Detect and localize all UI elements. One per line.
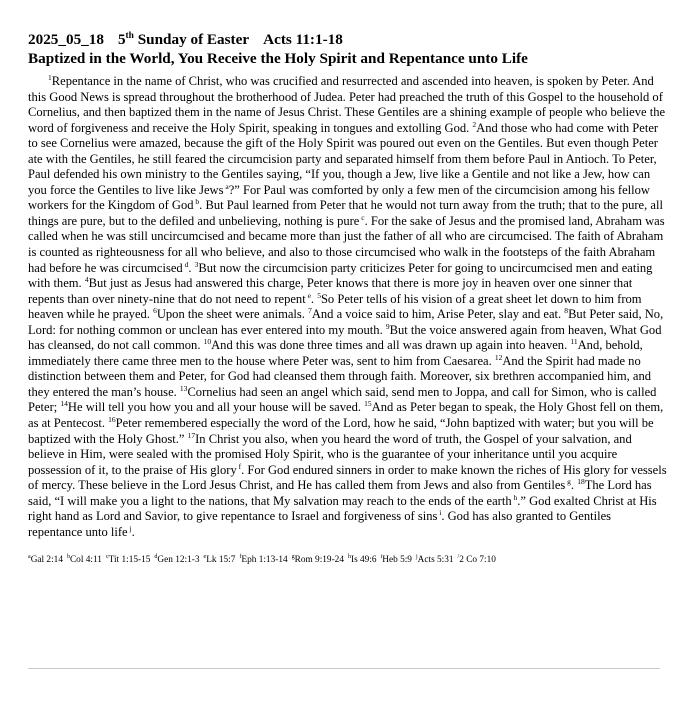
verse-text: And those who had come with Peter to see Cornelius were amazed, because the gift of the Holy Spirit was poured out even on the Gentiles. But even though Peter ate with the Gentiles, he still feared the circumcision party and separated himself from them before Paul in Antioch. To Peter, Paul defended his own ministry to the Gentiles saying, “If you, though a Jew, live like a Gentile and not like a Jew, how can you force the Gentiles to live like Jews [28,120,659,197]
verse-text: He will tell you how you and all your house will be saved. [67,400,365,415]
footnote-marker: c [359,212,365,222]
footnote-letter: / [457,554,460,561]
footnote-reference: 2 Co 7:10 [459,555,496,566]
verse-text: In Christ you also, when you heard the word of truth, the Gospel of your salvation, and believe in Him, were sealed with the promised Holy Spirit, who is the guarantee of your inheritance until you acquire possession of it, to the praise of His glory [28,431,632,477]
verse-number: 9 [385,321,390,331]
footnotes [28,554,668,566]
verse-number: 6 [153,306,157,316]
footnote-reference: Col 4:11 [69,555,102,566]
verse-number: 8 [564,306,569,316]
verse-text: The Lord has said, “I will make you a light to the nations, that My salvation may reach to the ends of the earth [28,478,652,508]
footnote-reference: Acts 5:31 [417,555,454,566]
verse-number: 17 [187,430,196,440]
footnote-letter: i [380,554,383,561]
verse-text: But just as Jesus had answered this charge, Peter knows that there is more joy in heaven over one sinner that repents than over ninety-nine that do not need to repent [28,276,633,306]
verse-text: But the voice answered again from heaven, What God has cleansed, do not call common. [28,322,662,353]
verse-text: Cornelius had seen an angel which said, send men to Joppa, and call for Simon, who is called Peter; [28,384,657,415]
verse-number: 7 [308,306,312,316]
footnote-letter: b [66,554,70,561]
footnote-reference: Gal 2:14 [30,555,63,566]
verse-text: Peter remembered especially the word of the Lord, how he said, “John baptized with water; but you will be baptized with the Holy Ghost.” [28,416,654,446]
verse-text: . For God endured sinners in order to make known the riches of His glory for vessels of mercy. These believe in the Lord Jesus Christ, and He has called them from Jews and also from Gentiles [28,462,667,493]
footnote-letter: d [154,554,158,561]
page [28,30,668,566]
verse-text: And the Spirit had made no distinction between them and Peter, for God had cleansed them through faith. Moreover, six brethren accompanied him, and they entered the man’s house. [28,353,652,399]
verse-text: Repentance in the name of Christ, who was crucified and resurrected and ascended into heaven, is spoken by Peter. And this Good News is spread throughout the brotherhood of Judea. Peter had preached the truth of this Gospel to the household of Cornelius, and then baptized them in the name of Jesus Christ. These Gentiles are a shining example of people who believe the word of forgiveness and receive the Holy Spirit, speaking in tongues and extolling God. [28,74,666,135]
footnote-letter: e [203,554,207,561]
footnote-reference: Heb 5:9 [382,555,412,566]
footnote-marker: e [305,290,311,300]
verse-text: .” God exalted Christ at His right hand as Lord and Savior, to give repentance to Israel and forgiveness of sins [28,493,657,524]
verse-text: . For the sake of Jesus and the promised land, Abraham was called when he was still uncircumcised and became more than just the father of all who are circumcised. The faith of Abraham is counted as righteousness for all who believe, and also to those circumcised who walk in the footsteps of the faith Abraham had before he was circumcised [28,213,665,275]
verse-text: And this was done three times and all was drawn up again into heaven. [211,338,571,353]
verse-number: 12 [494,352,503,362]
footnote-marker: h [511,492,518,502]
body-text [28,74,668,540]
verse-number: 3 [194,259,199,269]
footnote-reference: Gen 12:1-3 [157,555,200,566]
footnote-letter: g [291,554,295,561]
footnote-marker: j [127,523,132,533]
footnote-letter: h [347,554,351,561]
footnote-reference: Is 49:6 [350,555,377,566]
verse-text: And, behold, immediately there came three men to the house where Peter was, sent to him from Caesarea. [28,338,643,368]
footnote-marker: b [193,197,200,207]
footnote-reference: Eph 1:13-14 [241,555,288,566]
footnote-letter: a [28,554,31,561]
footnote-marker: d [182,259,189,269]
verse-text: So Peter tells of his vision of a great sheet let down to him from heaven while he prayed. [28,291,642,322]
verse-text: Upon the sheet were animals. [156,307,309,322]
verse-text: But Peter said, No, Lord: for nothing common or unclean has ever entered into my mouth. [28,307,664,337]
reading-reference: Acts 11:1-18 [263,31,343,48]
verse-number: 11 [570,337,578,347]
footnote-marker: g [565,477,571,487]
verse-text: . [188,260,195,275]
verse-number: 2 [472,119,477,129]
verse-number: 5 [317,290,321,300]
verse-text: . [131,524,135,539]
verse-text: . God has also granted to Gentiles repentance unto life [28,509,612,539]
verse-number: 1 [48,72,52,82]
day-number: 5 [117,31,126,48]
verse-text: And a voice said to him, Arise Peter, slay and eat. [311,307,565,322]
verse-text: But now the circumcision party criticizes Peter for going to uncircumcised men and eating with them. [28,260,653,291]
footnote-letter: f [239,554,242,561]
date: 2025_05_18 [28,31,104,48]
verse-text: . But Paul learned from Peter that he would not turn away from the truth; that to the pure, all things are pure, but to the defiled and unbelieving, nothing is pure [28,198,663,228]
day-name: Sunday of Easter [137,31,250,48]
verse-number: 14 [60,399,68,409]
verse-number: 18 [577,477,585,487]
footer-divider [28,668,660,669]
verse-text: And as Peter began to speak, the Holy Ghost fell on them, as at Pentecost. [28,400,664,431]
footnote-marker: i [437,508,442,518]
verse-number: 10 [203,337,212,347]
verse-text: ?” For Paul was comforted by only a few men of the circumcision among his fellow workers for the Kingdom of God [28,182,650,213]
verse-text: . [570,478,578,493]
footnote-reference: Tit 1:15-15 [108,555,151,566]
verse-number: 15 [364,399,372,409]
verse-text: . [310,291,318,306]
footnote-letter: c [105,554,109,561]
footnote-reference: Lk 15:7 [206,555,236,566]
verse-number: 13 [179,383,188,393]
footnote-marker: a [223,181,229,191]
verse-number: 4 [84,274,89,284]
verse-number: 16 [108,414,116,424]
footnote-letter: j [415,554,418,561]
subtitle: Baptized in the World, You Receive the Holy Spirit and Repentance unto Life [28,50,528,67]
page-title [28,30,668,49]
footnote-marker: f [236,461,242,471]
day-suffix: th [125,30,134,41]
footnote-reference: Rom 9:19-24 [294,555,344,566]
